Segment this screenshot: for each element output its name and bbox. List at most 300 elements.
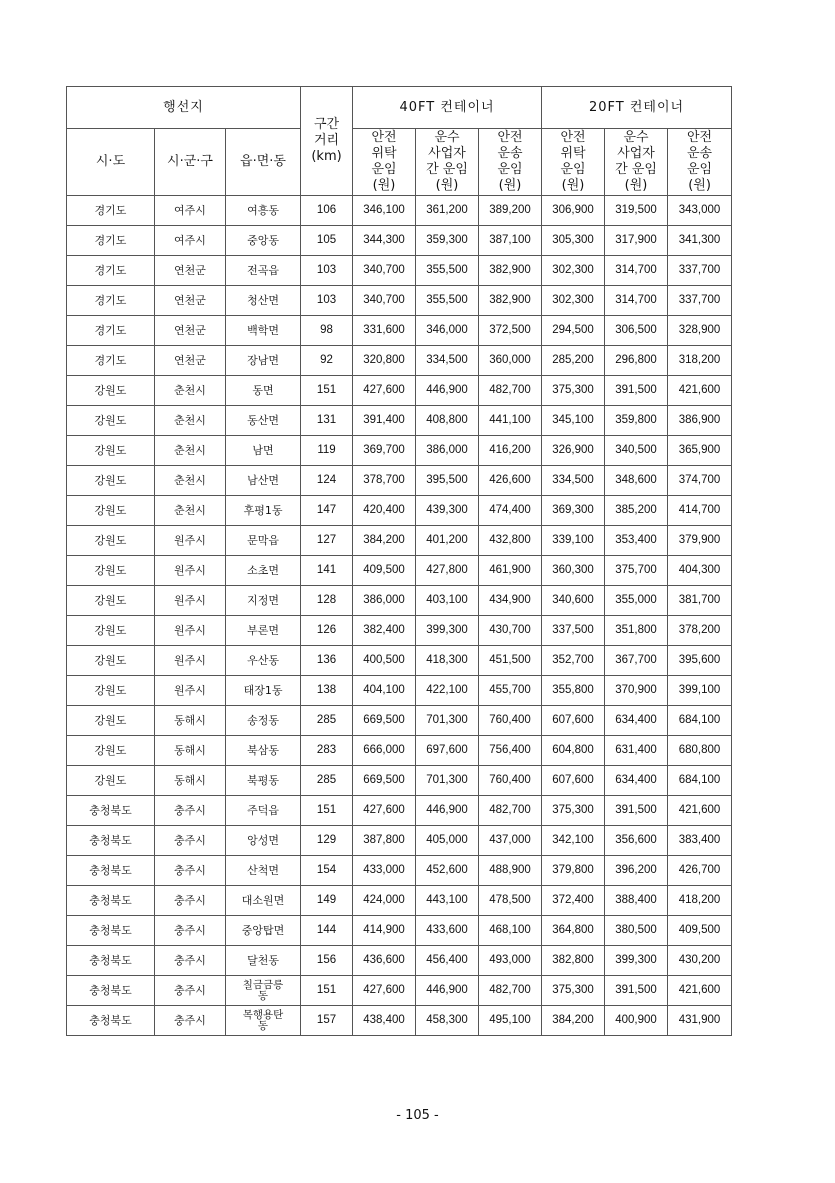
- table-row: [67, 766, 732, 796]
- safe-consign-20ft-cell: 360,300: [542, 556, 605, 586]
- dong-line: 동: [257, 989, 269, 1002]
- safe-transport-20ft-cell: 337,700: [668, 256, 732, 286]
- carrier-40ft-cell: 401,200: [416, 526, 479, 556]
- safe-consign-40ft-cell: 382,400: [353, 616, 416, 646]
- carrier-20ft-cell: 391,500: [605, 376, 668, 406]
- carrier-40ft-cell: 399,300: [416, 616, 479, 646]
- carrier-40ft-cell: 697,600: [416, 736, 479, 766]
- safe-consign-40ft-cell: 384,200: [353, 526, 416, 556]
- safe-transport-40ft-cell: 432,800: [479, 526, 542, 556]
- safe-consign-20ft-cell: 382,800: [542, 946, 605, 976]
- dong-cell: 전곡읍: [226, 256, 301, 286]
- carrier-20ft-cell: 306,500: [605, 316, 668, 346]
- carrier-40ft-cell: 359,300: [416, 226, 479, 256]
- safe-transport-40ft-cell: 389,200: [479, 196, 542, 226]
- table-row: [67, 346, 732, 376]
- sido-cell: 강원도: [67, 676, 155, 706]
- header-line: 간 운임: [426, 162, 468, 177]
- sigungu-cell: 충주시: [155, 796, 226, 826]
- safe-transport-40ft-cell: 416,200: [479, 436, 542, 466]
- header-line: 운송: [686, 146, 713, 161]
- distance-cell: 124: [301, 466, 353, 496]
- table-row: [67, 976, 732, 1006]
- safe-consign-40ft-cell: 427,600: [353, 376, 416, 406]
- header-line: (원): [561, 178, 585, 193]
- dong-cell: 중앙탑면: [226, 916, 301, 946]
- distance-cell: 103: [301, 286, 353, 316]
- sido-cell: 강원도: [67, 436, 155, 466]
- safe-transport-20ft-cell: 684,100: [668, 766, 732, 796]
- carrier-20ft-cell: 355,000: [605, 586, 668, 616]
- carrier-20ft-cell: 317,900: [605, 226, 668, 256]
- sigungu-cell: 충주시: [155, 826, 226, 856]
- carrier-40ft-cell: 408,800: [416, 406, 479, 436]
- safe-transport-40ft-cell: 430,700: [479, 616, 542, 646]
- page-number: - 105 -: [396, 1108, 439, 1123]
- sido-cell: 강원도: [67, 586, 155, 616]
- table-row: [67, 616, 732, 646]
- safe-consign-40ft-cell: 427,600: [353, 976, 416, 1006]
- safe-transport-40ft-cell: 482,700: [479, 976, 542, 1006]
- safe-consign-40ft-cell: 404,100: [353, 676, 416, 706]
- safe-transport-20ft-cell: 418,200: [668, 886, 732, 916]
- safe-consign-40ft-cell: 340,700: [353, 286, 416, 316]
- dong-line: 동: [257, 1019, 269, 1032]
- safe-transport-20ft-cell: 430,200: [668, 946, 732, 976]
- dong-cell: 중앙동: [226, 226, 301, 256]
- dong-cell: 동산면: [226, 406, 301, 436]
- safe-transport-20ft-cell: 386,900: [668, 406, 732, 436]
- dong-cell: 송정동: [226, 706, 301, 736]
- sido-cell: 충청북도: [67, 886, 155, 916]
- table-row: [67, 436, 732, 466]
- safe-consign-20ft-cell: 352,700: [542, 646, 605, 676]
- safe-consign-40ft-cell: 344,300: [353, 226, 416, 256]
- distance-cell: 156: [301, 946, 353, 976]
- eupmyeondong-header: 읍·면·동: [226, 129, 301, 196]
- table-row: [67, 556, 732, 586]
- safe-consign-20ft-cell: 337,500: [542, 616, 605, 646]
- safe-consign-20ft-cell: 294,500: [542, 316, 605, 346]
- sido-cell: 경기도: [67, 316, 155, 346]
- safe-transport-20ft-cell: 404,300: [668, 556, 732, 586]
- safe-consign-20ft-cell: 326,900: [542, 436, 605, 466]
- sigungu-cell: 충주시: [155, 976, 226, 1006]
- dong-cell: [226, 1006, 301, 1036]
- header-line: 안전: [497, 130, 523, 145]
- carrier-20ft-cell: 319,500: [605, 196, 668, 226]
- safe-consign-20ft-cell: 604,800: [542, 736, 605, 766]
- safe-transport-20ft-cell: 395,600: [668, 646, 732, 676]
- table-row: [67, 646, 732, 676]
- carrier-rate-20ft-header: [605, 129, 668, 196]
- safe-consign-rate-40ft-header: [353, 129, 416, 196]
- carrier-20ft-cell: 359,800: [605, 406, 668, 436]
- sido-cell: 강원도: [67, 766, 155, 796]
- carrier-20ft-cell: 314,700: [605, 286, 668, 316]
- carrier-40ft-cell: 418,300: [416, 646, 479, 676]
- safe-consign-40ft-cell: 320,800: [353, 346, 416, 376]
- table-row: [67, 196, 732, 226]
- container-20ft-header: 20FT 컨테이너: [542, 87, 732, 129]
- safe-transport-20ft-cell: 337,700: [668, 286, 732, 316]
- table-row: [67, 856, 732, 886]
- dong-cell: 남면: [226, 436, 301, 466]
- header-line: 위탁: [371, 146, 397, 161]
- table-row: [67, 406, 732, 436]
- sigungu-cell: 원주시: [155, 616, 226, 646]
- table-row: [67, 796, 732, 826]
- safe-transport-40ft-cell: 474,400: [479, 496, 542, 526]
- distance-cell: 157: [301, 1006, 353, 1036]
- sigungu-cell: 원주시: [155, 676, 226, 706]
- safe-transport-40ft-cell: 360,000: [479, 346, 542, 376]
- header-line: (원): [498, 178, 522, 193]
- safe-transport-40ft-cell: 488,900: [479, 856, 542, 886]
- dong-cell: 태장1동: [226, 676, 301, 706]
- safe-consign-20ft-cell: 334,500: [542, 466, 605, 496]
- distance-cell: 131: [301, 406, 353, 436]
- distance-cell: 151: [301, 376, 353, 406]
- safe-transport-20ft-cell: 421,600: [668, 796, 732, 826]
- distance-cell: 127: [301, 526, 353, 556]
- safe-transport-20ft-cell: 379,900: [668, 526, 732, 556]
- carrier-40ft-cell: 361,200: [416, 196, 479, 226]
- safe-transport-40ft-cell: 760,400: [479, 766, 542, 796]
- safe-consign-40ft-cell: 331,600: [353, 316, 416, 346]
- safe-transport-40ft-cell: 426,600: [479, 466, 542, 496]
- sido-cell: 강원도: [67, 646, 155, 676]
- sido-cell: 강원도: [67, 736, 155, 766]
- dong-cell: 문막읍: [226, 526, 301, 556]
- distance-cell: 106: [301, 196, 353, 226]
- sido-cell: 경기도: [67, 346, 155, 376]
- dong-cell: 우산동: [226, 646, 301, 676]
- safe-consign-40ft-cell: 414,900: [353, 916, 416, 946]
- safe-consign-20ft-cell: 302,300: [542, 286, 605, 316]
- sido-cell: 강원도: [67, 406, 155, 436]
- safe-transport-40ft-cell: 495,100: [479, 1006, 542, 1036]
- carrier-40ft-cell: 456,400: [416, 946, 479, 976]
- safe-consign-40ft-cell: 438,400: [353, 1006, 416, 1036]
- safe-transport-rate-20ft-header: [668, 129, 732, 196]
- safe-consign-40ft-cell: 340,700: [353, 256, 416, 286]
- safe-transport-40ft-cell: 482,700: [479, 796, 542, 826]
- dong-cell: 대소원면: [226, 886, 301, 916]
- table-row: [67, 316, 732, 346]
- table-row: [67, 736, 732, 766]
- safe-consign-20ft-cell: 364,800: [542, 916, 605, 946]
- safe-consign-40ft-cell: 409,500: [353, 556, 416, 586]
- safe-consign-40ft-cell: 669,500: [353, 766, 416, 796]
- table-row: [67, 826, 732, 856]
- safe-transport-40ft-cell: 451,500: [479, 646, 542, 676]
- safe-consign-40ft-cell: 386,000: [353, 586, 416, 616]
- dong-cell: 북평동: [226, 766, 301, 796]
- destination-group-header: 행선지: [67, 87, 301, 129]
- safe-consign-20ft-cell: 355,800: [542, 676, 605, 706]
- carrier-40ft-cell: 395,500: [416, 466, 479, 496]
- table-row: [67, 526, 732, 556]
- carrier-20ft-cell: 356,600: [605, 826, 668, 856]
- dong-cell: 산척면: [226, 856, 301, 886]
- dong-cell: 북삼동: [226, 736, 301, 766]
- sigungu-cell: 원주시: [155, 526, 226, 556]
- header-line: (원): [624, 178, 648, 193]
- safe-consign-20ft-cell: 345,100: [542, 406, 605, 436]
- carrier-20ft-cell: 340,500: [605, 436, 668, 466]
- safe-transport-20ft-cell: 421,600: [668, 976, 732, 1006]
- header-line: 안전: [560, 130, 586, 145]
- distance-cell: 136: [301, 646, 353, 676]
- sido-cell: 강원도: [67, 616, 155, 646]
- carrier-40ft-cell: 355,500: [416, 256, 479, 286]
- distance-cell: 149: [301, 886, 353, 916]
- carrier-20ft-cell: 353,400: [605, 526, 668, 556]
- table-row: [67, 946, 732, 976]
- distance-cell: 151: [301, 976, 353, 1006]
- safe-transport-40ft-cell: 434,900: [479, 586, 542, 616]
- dong-line: 칠금금릉: [242, 978, 284, 991]
- distance-header: [301, 87, 353, 196]
- safe-transport-20ft-cell: 399,100: [668, 676, 732, 706]
- safe-transport-20ft-cell: 383,400: [668, 826, 732, 856]
- header-line: 운임: [497, 162, 523, 177]
- sigungu-cell: 춘천시: [155, 376, 226, 406]
- safe-transport-20ft-cell: 421,600: [668, 376, 732, 406]
- carrier-20ft-cell: 634,400: [605, 706, 668, 736]
- safe-transport-20ft-cell: 318,200: [668, 346, 732, 376]
- safe-transport-40ft-cell: 482,700: [479, 376, 542, 406]
- safe-consign-20ft-cell: 379,800: [542, 856, 605, 886]
- dong-cell: 후평1동: [226, 496, 301, 526]
- distance-cell: 141: [301, 556, 353, 586]
- safe-consign-40ft-cell: 433,000: [353, 856, 416, 886]
- safe-consign-20ft-cell: 607,600: [542, 706, 605, 736]
- header-line: 안전: [686, 130, 713, 145]
- safe-consign-40ft-cell: 369,700: [353, 436, 416, 466]
- carrier-40ft-cell: 433,600: [416, 916, 479, 946]
- header-line: 운임: [371, 162, 397, 177]
- safe-transport-20ft-cell: 431,900: [668, 1006, 732, 1036]
- carrier-20ft-cell: 385,200: [605, 496, 668, 526]
- carrier-40ft-cell: 439,300: [416, 496, 479, 526]
- safe-transport-40ft-cell: 387,100: [479, 226, 542, 256]
- carrier-20ft-cell: 634,400: [605, 766, 668, 796]
- carrier-20ft-cell: 314,700: [605, 256, 668, 286]
- carrier-40ft-cell: 405,000: [416, 826, 479, 856]
- carrier-20ft-cell: 631,400: [605, 736, 668, 766]
- distance-cell: 285: [301, 706, 353, 736]
- carrier-20ft-cell: 375,700: [605, 556, 668, 586]
- sido-cell: 강원도: [67, 556, 155, 586]
- table-row: [67, 226, 732, 256]
- carrier-40ft-cell: 458,300: [416, 1006, 479, 1036]
- carrier-20ft-cell: 351,800: [605, 616, 668, 646]
- carrier-40ft-cell: 355,500: [416, 286, 479, 316]
- dong-cell: 장남면: [226, 346, 301, 376]
- carrier-40ft-cell: 334,500: [416, 346, 479, 376]
- safe-consign-40ft-cell: 666,000: [353, 736, 416, 766]
- sigungu-cell: 동해시: [155, 736, 226, 766]
- freight-rate-table: [66, 86, 732, 1036]
- carrier-rate-40ft-header: [416, 129, 479, 196]
- distance-cell: 119: [301, 436, 353, 466]
- carrier-40ft-cell: 346,000: [416, 316, 479, 346]
- carrier-40ft-cell: 422,100: [416, 676, 479, 706]
- carrier-20ft-cell: 400,900: [605, 1006, 668, 1036]
- dong-cell: 지정면: [226, 586, 301, 616]
- header-line: 운임: [560, 162, 586, 177]
- distance-cell: 138: [301, 676, 353, 706]
- safe-consign-20ft-cell: 306,900: [542, 196, 605, 226]
- safe-transport-20ft-cell: 374,700: [668, 466, 732, 496]
- header-line: 사업자: [428, 146, 466, 161]
- header-line: 운수: [434, 130, 460, 145]
- distance-cell: 92: [301, 346, 353, 376]
- distance-cell: 154: [301, 856, 353, 886]
- sido-cell: 강원도: [67, 466, 155, 496]
- header-line: 운임: [686, 162, 713, 177]
- table-row: [67, 496, 732, 526]
- container-40ft-header: 40FT 컨테이너: [353, 87, 542, 129]
- safe-consign-40ft-cell: 427,600: [353, 796, 416, 826]
- sigungu-cell: 여주시: [155, 196, 226, 226]
- carrier-40ft-cell: 701,300: [416, 706, 479, 736]
- dong-cell: [226, 976, 301, 1006]
- carrier-40ft-cell: 446,900: [416, 796, 479, 826]
- safe-consign-20ft-cell: 375,300: [542, 376, 605, 406]
- table-row: [67, 286, 732, 316]
- safe-transport-20ft-cell: 381,700: [668, 586, 732, 616]
- sigungu-cell: 연천군: [155, 316, 226, 346]
- carrier-40ft-cell: 452,600: [416, 856, 479, 886]
- header-line: 안전: [371, 130, 397, 145]
- safe-transport-40ft-cell: 382,900: [479, 286, 542, 316]
- table-row: [67, 256, 732, 286]
- carrier-20ft-cell: 391,500: [605, 976, 668, 1006]
- sido-cell: 경기도: [67, 226, 155, 256]
- distance-cell: 98: [301, 316, 353, 346]
- safe-transport-20ft-cell: 365,900: [668, 436, 732, 466]
- header-line: 운수: [623, 130, 649, 145]
- sido-cell: 경기도: [67, 286, 155, 316]
- carrier-40ft-cell: 701,300: [416, 766, 479, 796]
- safe-consign-20ft-cell: 375,300: [542, 796, 605, 826]
- safe-transport-40ft-cell: 382,900: [479, 256, 542, 286]
- sido-cell: 충청북도: [67, 976, 155, 1006]
- safe-transport-40ft-cell: 441,100: [479, 406, 542, 436]
- table-header: [67, 87, 732, 196]
- carrier-20ft-cell: 348,600: [605, 466, 668, 496]
- safe-transport-20ft-cell: 684,100: [668, 706, 732, 736]
- sigungu-cell: 연천군: [155, 346, 226, 376]
- carrier-40ft-cell: 446,900: [416, 976, 479, 1006]
- header-line: 운송: [497, 146, 523, 161]
- sigungu-cell: 충주시: [155, 946, 226, 976]
- safe-transport-40ft-cell: 468,100: [479, 916, 542, 946]
- carrier-20ft-cell: 388,400: [605, 886, 668, 916]
- dong-cell: 동면: [226, 376, 301, 406]
- distance-cell: 126: [301, 616, 353, 646]
- sido-cell: 강원도: [67, 376, 155, 406]
- safe-transport-20ft-cell: 378,200: [668, 616, 732, 646]
- header-line: 간 운임: [615, 162, 657, 177]
- safe-consign-40ft-cell: 420,400: [353, 496, 416, 526]
- sido-cell: 강원도: [67, 526, 155, 556]
- sigungu-cell: 춘천시: [155, 436, 226, 466]
- carrier-20ft-cell: 370,900: [605, 676, 668, 706]
- sido-cell: 경기도: [67, 256, 155, 286]
- carrier-20ft-cell: 367,700: [605, 646, 668, 676]
- sigungu-cell: 동해시: [155, 706, 226, 736]
- safe-consign-20ft-cell: 384,200: [542, 1006, 605, 1036]
- safe-consign-40ft-cell: 400,500: [353, 646, 416, 676]
- safe-transport-20ft-cell: 341,300: [668, 226, 732, 256]
- distance-cell: 105: [301, 226, 353, 256]
- carrier-20ft-cell: 399,300: [605, 946, 668, 976]
- safe-transport-40ft-cell: 455,700: [479, 676, 542, 706]
- safe-consign-20ft-cell: 305,300: [542, 226, 605, 256]
- safe-consign-40ft-cell: 436,600: [353, 946, 416, 976]
- safe-transport-40ft-cell: 437,000: [479, 826, 542, 856]
- header-line: (원): [435, 178, 459, 193]
- safe-transport-40ft-cell: 756,400: [479, 736, 542, 766]
- safe-transport-20ft-cell: 680,800: [668, 736, 732, 766]
- distance-cell: 103: [301, 256, 353, 286]
- dong-cell: 부론면: [226, 616, 301, 646]
- sigungu-cell: 춘천시: [155, 496, 226, 526]
- table-row: [67, 706, 732, 736]
- safe-transport-20ft-cell: 409,500: [668, 916, 732, 946]
- distance-cell: 285: [301, 766, 353, 796]
- sigungu-cell: 원주시: [155, 586, 226, 616]
- sigungu-cell: 충주시: [155, 916, 226, 946]
- sido-cell: 강원도: [67, 496, 155, 526]
- safe-consign-40ft-cell: 391,400: [353, 406, 416, 436]
- sigungu-header: 시·군·구: [155, 129, 226, 196]
- safe-transport-40ft-cell: 461,900: [479, 556, 542, 586]
- carrier-20ft-cell: 396,200: [605, 856, 668, 886]
- sigungu-cell: 춘천시: [155, 466, 226, 496]
- dong-cell: 남산면: [226, 466, 301, 496]
- distance-header-line: (km): [311, 149, 342, 164]
- sido-cell: 경기도: [67, 196, 155, 226]
- safe-consign-20ft-cell: 302,300: [542, 256, 605, 286]
- dong-cell: 백학면: [226, 316, 301, 346]
- table-row: [67, 916, 732, 946]
- safe-transport-rate-40ft-header: [479, 129, 542, 196]
- carrier-40ft-cell: 443,100: [416, 886, 479, 916]
- distance-cell: 128: [301, 586, 353, 616]
- sido-cell: 충청북도: [67, 796, 155, 826]
- safe-consign-40ft-cell: 346,100: [353, 196, 416, 226]
- carrier-40ft-cell: 427,800: [416, 556, 479, 586]
- safe-transport-20ft-cell: 328,900: [668, 316, 732, 346]
- distance-cell: 144: [301, 916, 353, 946]
- dong-line: 목행용탄: [242, 1008, 284, 1021]
- sido-header: 시·도: [67, 129, 155, 196]
- sigungu-cell: 연천군: [155, 256, 226, 286]
- table-row: [67, 1006, 732, 1036]
- sigungu-cell: 충주시: [155, 886, 226, 916]
- distance-cell: 129: [301, 826, 353, 856]
- header-line: 위탁: [560, 146, 586, 161]
- safe-consign-20ft-cell: 285,200: [542, 346, 605, 376]
- sido-cell: 충청북도: [67, 856, 155, 886]
- safe-consign-20ft-cell: 340,600: [542, 586, 605, 616]
- safe-consign-20ft-cell: 372,400: [542, 886, 605, 916]
